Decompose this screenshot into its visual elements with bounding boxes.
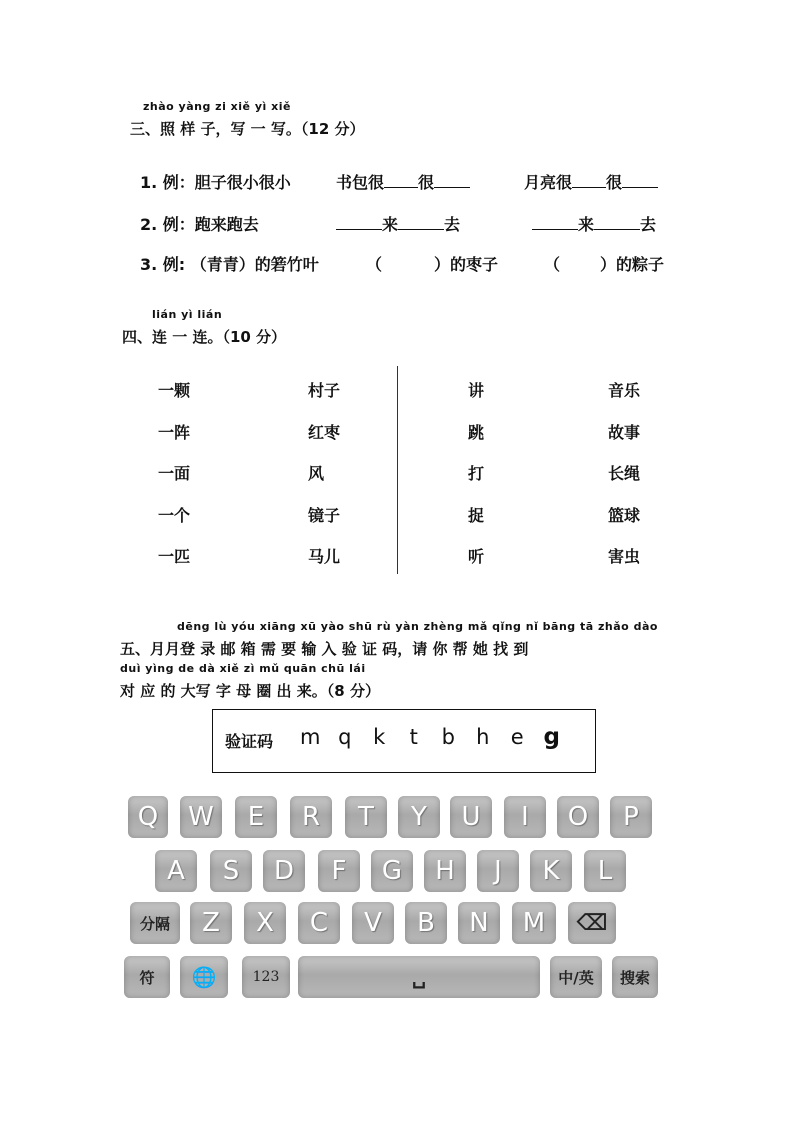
key-i[interactable]: I (504, 796, 546, 838)
verification-code-label: 验证码 (225, 732, 274, 751)
row1-b-text1: 月亮很 (524, 173, 573, 192)
match-col3-item[interactable]: 听 (468, 547, 485, 566)
section4-title: 四、连 一 连。（10 分） (122, 328, 287, 346)
backspace-icon[interactable]: ⌫ (568, 902, 616, 944)
answer-blank[interactable] (384, 171, 418, 188)
answer-blank[interactable] (336, 213, 382, 230)
answer-blank[interactable] (398, 213, 444, 230)
key-split[interactable]: 分隔 (130, 902, 180, 944)
row3-b-text2: ）的粽子 (600, 255, 665, 274)
section3-row3-a (366, 252, 498, 275)
answer-blank[interactable] (434, 171, 470, 188)
key-v[interactable]: V (352, 902, 394, 944)
match-col4-item[interactable]: 音乐 (608, 381, 641, 400)
section3-title: 三、照 样 子，写 一 写。（12 分） (130, 120, 365, 138)
code-char: b (441, 725, 455, 749)
section3-row1-a (336, 170, 470, 193)
match-col4-item[interactable]: 篮球 (608, 506, 641, 525)
section3-row3-b (544, 252, 664, 275)
match-col4-item[interactable]: 故事 (608, 423, 641, 442)
match-col2-item[interactable]: 风 (308, 464, 325, 483)
match-col4-item[interactable]: 长绳 (608, 464, 641, 483)
answer-blank[interactable] (572, 171, 606, 188)
key-c[interactable]: C (298, 902, 340, 944)
match-col2-item[interactable]: 马儿 (308, 547, 341, 566)
key-e[interactable]: E (235, 796, 277, 838)
key-123[interactable]: 123 (242, 956, 290, 998)
key-q[interactable]: Q (128, 796, 168, 838)
section5-pinyin-line1: dēng lù yóu xiāng xū yào shū rù yàn zhèng mǎ qǐng nǐ bāng tā zhǎo dào (177, 620, 658, 633)
match-col1-item[interactable]: 一面 (158, 464, 191, 483)
match-col1-item[interactable]: 一颗 (158, 381, 191, 400)
section3-row3-example: 3. 例: （青青）的箬竹叶 (140, 255, 319, 274)
section3-row2-example: 2. 例：跑来跑去 (140, 215, 259, 234)
key-j[interactable]: J (477, 850, 519, 892)
match-col1-item[interactable]: 一匹 (158, 547, 191, 566)
key-g[interactable]: G (371, 850, 413, 892)
key-y[interactable]: Y (398, 796, 440, 838)
key-k[interactable]: K (530, 850, 572, 892)
match-col2-item[interactable]: 村子 (308, 381, 341, 400)
key-h[interactable]: H (424, 850, 466, 892)
section3-row2-b (532, 212, 656, 235)
section4-pinyin: lián yì lián (152, 308, 223, 321)
key-f[interactable]: F (318, 850, 360, 892)
verification-code-chars (293, 724, 569, 750)
code-char: g (543, 724, 560, 750)
row3-b-text1: （ (544, 255, 561, 274)
key-o[interactable]: O (557, 796, 599, 838)
answer-blank[interactable] (594, 213, 640, 230)
code-char: k (373, 725, 386, 749)
match-col3-item[interactable]: 打 (468, 464, 485, 483)
code-char: t (409, 725, 418, 749)
key-x[interactable]: X (244, 902, 286, 944)
key-m[interactable]: M (512, 902, 556, 944)
match-col3-item[interactable]: 捉 (468, 506, 485, 525)
section5-title-line1: 五、月月登 录 邮 箱 需 要 输 入 验 证 码，请 你 帮 她 找 到 (120, 640, 529, 658)
key-search[interactable]: 搜索 (612, 956, 658, 998)
key-n[interactable]: N (458, 902, 500, 944)
key-l[interactable]: L (584, 850, 626, 892)
key-z[interactable]: Z (190, 902, 232, 944)
verification-code-box (212, 709, 596, 773)
code-char: q (338, 725, 352, 749)
code-char: h (476, 725, 490, 749)
section5-title-line2: 对 应 的 大写 字 母 圈 出 来。（8 分） (120, 682, 380, 700)
section3-row2-a (336, 212, 460, 235)
row1-a-text1: 书包很 (336, 173, 385, 192)
key-symbols[interactable]: 符 (124, 956, 170, 998)
space-key[interactable]: ␣ (298, 956, 540, 998)
match-col1-item[interactable]: 一个 (158, 506, 191, 525)
match-col3-item[interactable]: 跳 (468, 423, 485, 442)
section3-row1-b (524, 170, 658, 193)
row2-b-text2: 去 (640, 215, 657, 234)
code-char: m (300, 725, 321, 749)
key-p[interactable]: P (610, 796, 652, 838)
key-t[interactable]: T (345, 796, 387, 838)
row1-b-text2: 很 (606, 173, 623, 192)
key-a[interactable]: A (155, 850, 197, 892)
key-language-switch[interactable]: 中/英 (550, 956, 602, 998)
match-col2-item[interactable]: 红枣 (308, 423, 341, 442)
key-u[interactable]: U (450, 796, 492, 838)
row2-b-text1: 来 (578, 215, 595, 234)
answer-blank[interactable] (532, 213, 578, 230)
section3-pinyin: zhào yàng zi xiě yì xiě (143, 100, 291, 113)
match-col2-item[interactable]: 镜子 (308, 506, 341, 525)
match-col4-item[interactable]: 害虫 (608, 547, 641, 566)
column-divider (397, 366, 398, 574)
match-col3-item[interactable]: 讲 (468, 381, 485, 400)
globe-icon[interactable]: 🌐 (180, 956, 228, 998)
section3-row1-example: 1. 例：胆子很小很小 (140, 173, 291, 192)
key-b[interactable]: B (405, 902, 447, 944)
row3-a-text1: （ (366, 255, 383, 274)
row1-a-text2: 很 (418, 173, 435, 192)
match-col1-item[interactable]: 一阵 (158, 423, 191, 442)
key-d[interactable]: D (263, 850, 305, 892)
code-char: e (510, 725, 524, 749)
section5-pinyin-line2: duì yìng de dà xiě zì mǔ quān chū lái (120, 662, 366, 675)
key-r[interactable]: R (290, 796, 332, 838)
row3-a-text2: ）的枣子 (434, 255, 499, 274)
row2-a-text1: 来 (382, 215, 399, 234)
key-w[interactable]: W (180, 796, 222, 838)
row2-a-text2: 去 (444, 215, 461, 234)
answer-blank[interactable] (622, 171, 658, 188)
key-s[interactable]: S (210, 850, 252, 892)
